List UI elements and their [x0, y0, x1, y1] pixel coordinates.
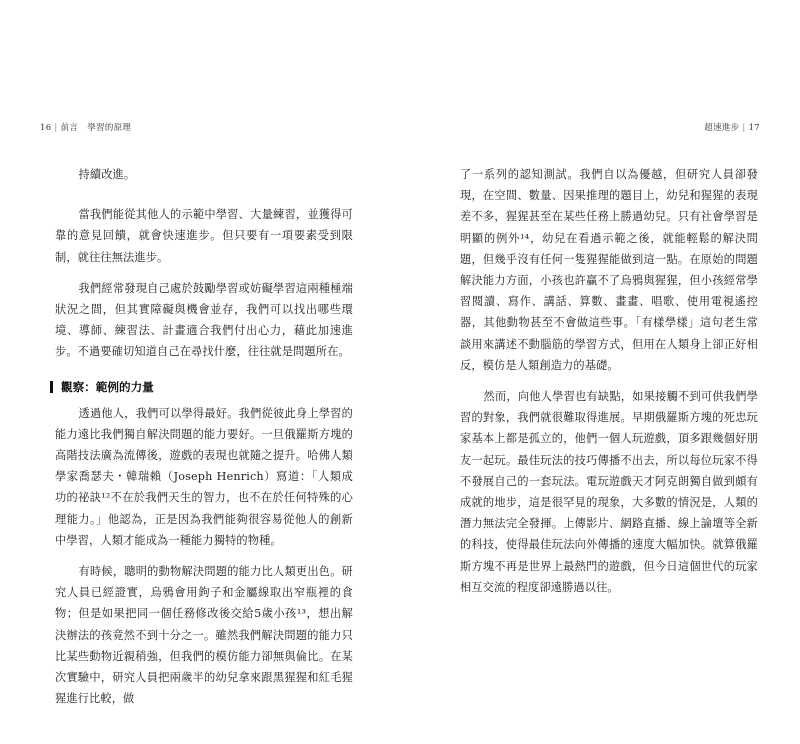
section-marker-bar [50, 381, 53, 393]
right-page-body [460, 164, 758, 598]
right-header-title: 超速進步 [704, 123, 740, 133]
paragraph: 持續改進。 [78, 168, 136, 181]
section-title: 觀察：範例的力量 [61, 379, 154, 394]
right-page [400, 0, 800, 744]
paragraph: 了一系列的認知測試。我們自以為優越，但研究人員卻發現，在空間、數量、因果推理的題目上，幼兒和猩猩的表現差不多，猩猩甚至在某些任務上勝過幼兒。只有社會學習是明顯的例外¹⁴，幼兒在看過示範之後，就能輕鬆的解決問題，但幾乎沒有任何一隻猩猩能做到這一點。在原始的問題解決能力方面，小孩也許贏不了烏鴉與猩猩，但小孩經常學習閱讀、寫作、講話、算數、畫畫、唱歌、使用電視遙控器，其他動物甚至不會做這些事。「有樣學樣」這句老生常談用來講述不動腦筋的學習方式，但用在人類身上卻正好相反，模仿是人類創造力的基礎。 [460, 168, 758, 372]
section-heading [50, 377, 353, 397]
header-separator: | [54, 123, 58, 133]
paragraph: 然而，向他人學習也有缺點，如果接觸不到可供我們學習的對象，我們就很難取得進展。早期俄羅斯方塊的死忠玩家基本上都是孤立的，他們一個人玩遊戲，頂多跟幾個好朋友一起玩。最佳玩法的技巧傳播不出去，所以每位玩家不得不發展自己的一套玩法。電玩遊戲天才阿克朗獨自做到頗有成就的地步，這是很罕見的現象，大多數的情況是，人類的潛力無法完全發揮。上傳影片、網路直播、線上論壇等全新的科技，使得最佳玩法向外傳播的速度大幅加快。就算俄羅斯方塊不再是世界上最熱門的遊戲，但今日這個世代的玩家相互交流的程度卻遠勝過以往。 [460, 390, 758, 594]
paragraph: 我們經常發現自己處於鼓勵學習或妨礙學習這兩種極端狀況之間，但其實障礙與機會並存，我們可以找出哪些環境、導師、練習法、計畫適合我們付出心力，藉此加速進步。不過要確切知道自己在尋找什麼，往往就是問題所在。 [55, 281, 353, 359]
right-running-header [704, 121, 760, 133]
left-header-title: 學習的原理 [87, 123, 132, 133]
left-page-body [55, 164, 353, 709]
paragraph: 透過他人，我們可以學得最好。我們從彼此身上學習的能力遠比我們獨自解決問題的能力要好。一旦俄羅斯方塊的高階技法廣為流傳後，遊戲的表現也就隨之提升。哈佛人類學家喬瑟夫・韓瑞賴（Joseph Henrich）寫道：「人類成功的祕訣¹²不在於我們天生的智力，也不在於任何特殊的心理能力。」他認為，正是因為我們能夠很容易從他人的創新中學習，人類才能成為一種能力獨特的物種。 [55, 406, 353, 547]
left-header-part: 前言 [60, 123, 79, 133]
right-page-number: 17 [748, 123, 760, 133]
left-page-number: 16 [40, 123, 52, 133]
paragraph: 有時候，聰明的動物解決問題的能力比人類更出色。研究人員已經證實，烏鴉會用鉤子和金屬線取出窄瓶裡的食物；但是如果把同一個任務修改後交給5歲小孩¹³，想出解決辦法的孩竟然不到十分之一。雖然我們解決問題的能力只比某些動物近親稍強，但我們的模仿能力卻無與倫比。在某次實驗中，研究人員把兩歲半的幼兒拿來跟黑猩猩和紅毛猩猩進行比較，做 [55, 565, 353, 706]
paragraph: 當我們能從其他人的示範中學習、大量練習，並獲得可靠的意見回饋，就會快速進步。但只要有一項要素受到限制，就往往無法進步。 [55, 208, 353, 264]
left-running-header [40, 121, 131, 133]
header-separator: | [742, 123, 746, 133]
